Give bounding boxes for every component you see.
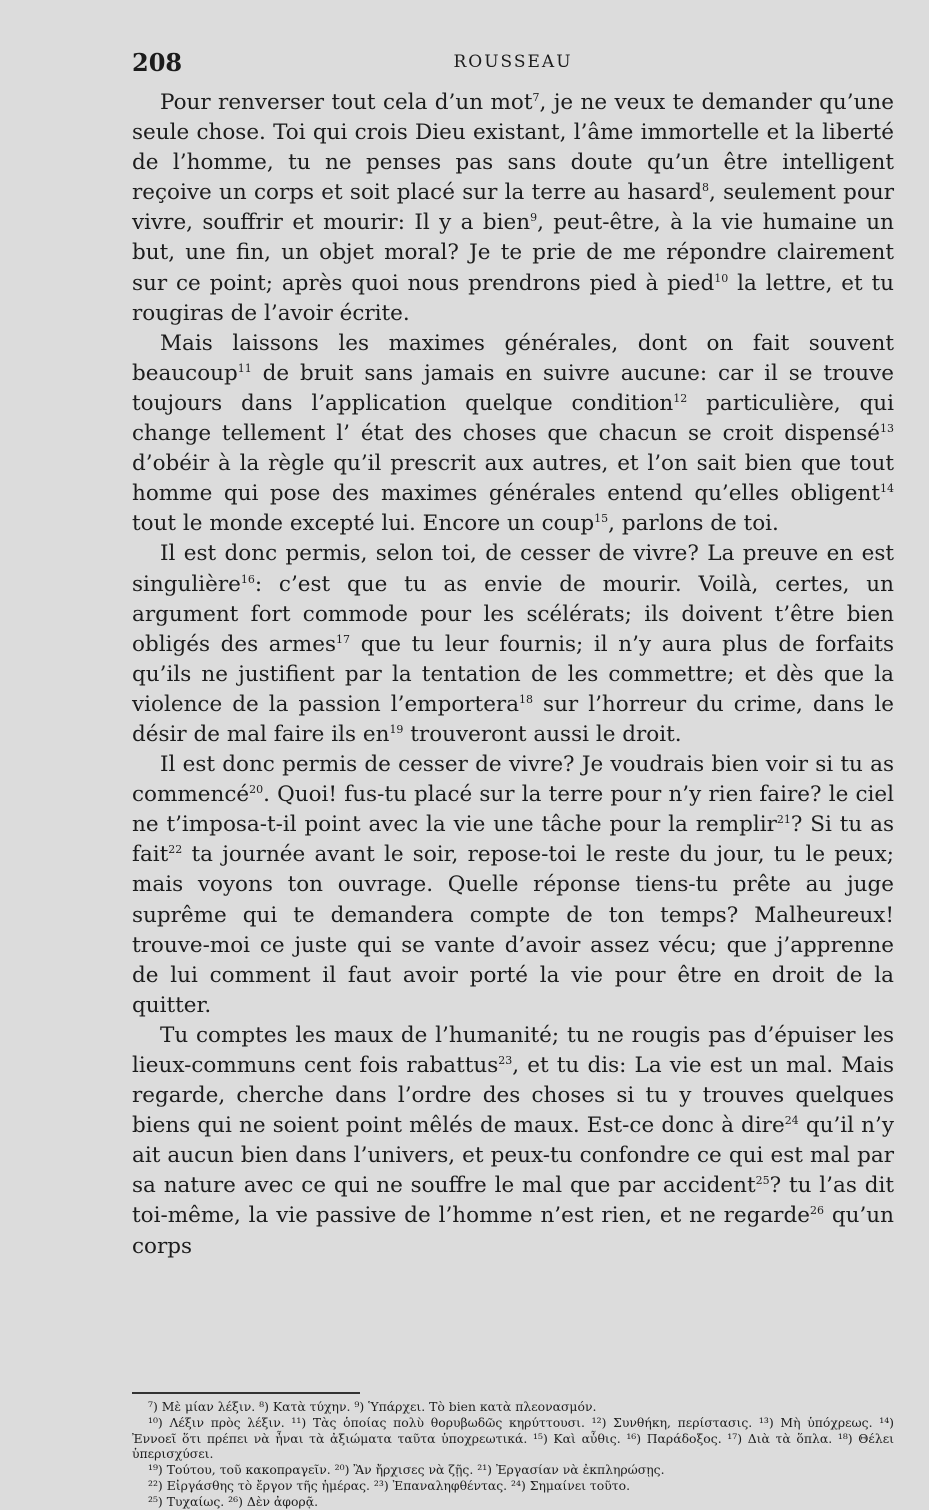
page-header — [132, 48, 894, 78]
running-head: ROUSSEAU — [453, 52, 573, 72]
text-run: , seulement pour vivre, souffrir et mourir: Il y a bien — [132, 180, 895, 236]
footnote-ref: 12 — [673, 391, 688, 405]
text-run: : c’est que tu as envie de mourir. Voilà, certes, un argument fort commode pour les scélérats; ils doivent t’être bien obligés des armes — [132, 571, 894, 657]
text-run: ? Si tu as fait — [132, 812, 894, 868]
text-run: la lettre, et tu rougiras de l’avoir écrite. — [132, 270, 894, 326]
text-run: sur l’horreur du crime, dans le désir de mal faire ils en — [132, 691, 894, 747]
text-run: de bruit sans jamais en suivre aucune: car il se trouve toujours dans l’application quelque condition — [132, 360, 894, 416]
text-run: trouveront aussi le droit. — [403, 721, 682, 747]
text-run: ta journée avant le soir, repose-toi le reste du jour, tu le peux; mais voyons ton ouvrage. Quelle réponse tiens-tu prête au juge suprême qui te demandera compte de ton temps? Malheureux! trouve-moi ce juste qui se vante d’avoir assez vécu; que j’apprenne de lui comment il faut avoir porté la vie pour être en droit de la quitter. — [132, 842, 894, 1018]
text-run: . Quoi! fus-tu placé sur la terre pour n’y rien faire? le ciel ne t’imposa-t-il point avec la vie une tâche pour la remplir — [132, 782, 894, 838]
footnote-ref: 13 — [880, 421, 894, 435]
footnote-ref: 14 — [880, 482, 894, 496]
footnote-rule — [132, 1392, 360, 1394]
footnote-line: ²²) Εἰργάσθης τὸ ἔργον τῆς ἡμέρας. ²³) Ἐπαναληφθέντας. ²⁴) Σημαίνει τοῦτο. — [148, 1477, 631, 1493]
footnote-line: ¹⁰) Λέξιν πρὸς λέξιν. ¹¹) Τὰς ὁποίας πολὺ θορυβωδῶς κηρύττουσι. ¹²) Συνθήκη, περίστασις. ¹³) Μὴ ὑπόχρεως. ¹⁴) Ἐννοεῖ ὅτι πρέπει νὰ ἦναι τὰ ἀξιώματα ταῦτα ὑποχρεωτικά. ¹⁵) Καὶ αὖθις. ¹⁶) Παράδοξος. ¹⁷) Διὰ τὰ ὅπλα. ¹⁸) Θέλει ὑπερισχύσει. — [132, 1414, 894, 1462]
text-run: , et tu dis: La vie est un mal. Mais regarde, cherche dans l’ordre des choses si tu y trouves quelques biens qui ne soient point mêlés de maux. Est-ce donc à dire — [132, 1053, 894, 1139]
text-run: , parlons de toi. — [608, 511, 779, 537]
body-paragraph — [132, 750, 894, 1021]
footnote-ref: 20 — [249, 783, 264, 796]
text-run: qu’il n’y ait aucun bien dans l’univers, et peux-tu confondre ce qui est mal par sa nature avec ce qui ne souffre le mal que par accident — [132, 1113, 894, 1199]
text-run: , peut-être, à la vie humaine un but, une fin, un objet moral? Je te prie de me répondre clairement sur ce point; après quoi nous prendrons pied à pied — [132, 210, 894, 296]
footnote-ref: 22 — [168, 843, 183, 857]
text-run: que tu leur fournis; il n’y aura plus de forfaits qu’ils ne justifient par la tentation de les commettre; et dès que la violence de la passion l’emportera — [132, 631, 894, 717]
footnote-ref: 17 — [336, 632, 351, 646]
text-run: particulière, qui change tellement l’ état des choses que chacun se croit dispensé — [132, 390, 894, 447]
footnote-ref: 23 — [498, 1053, 513, 1067]
text-run: Il est donc permis, selon toi, de cesser de vivre? La preuve en est singulière — [132, 541, 894, 597]
footnote-ref: 9 — [530, 211, 538, 225]
text-run: tout le monde excepté lui. Encore un coup — [132, 511, 595, 537]
text-run: ? tu l’as dit toi-même, la vie passive de l’homme n’est rien, et ne regarde — [132, 1173, 894, 1229]
text-run: qu’un corps — [132, 1203, 894, 1259]
footnote-line: ²⁵) Τυχαίως. ²⁶) Δὲν ἀφορᾷ. — [148, 1493, 319, 1509]
footnote-line: ⁷) Μὲ μίαν λέξιν. ⁸) Κατὰ τύχην. ⁹) Ὑπάρχει. Τὸ bien κατὰ πλεονασμόν. — [148, 1399, 597, 1414]
body-paragraph — [132, 539, 894, 750]
footnote-ref: 16 — [240, 572, 255, 586]
text-run: Il est donc permis de cesser de vivre? Je voudrais bien voir si tu as commencé — [132, 752, 894, 808]
text-run: Pour renverser tout cela d’un mot — [160, 90, 533, 115]
page-number: 208 — [132, 48, 183, 77]
body-paragraph — [132, 88, 894, 329]
footnote-ref: 21 — [776, 813, 791, 827]
footnote-ref: 7 — [532, 90, 540, 104]
footnote-ref: 26 — [809, 1204, 824, 1218]
footnote-ref: 24 — [784, 1114, 799, 1128]
text-run: Tu comptes les maux de l’humanité; tu ne rougis pas d’épuiser les lieux-communs cent fois rabattus — [132, 1022, 894, 1078]
footnote-ref: 18 — [519, 692, 534, 706]
text-run: , je ne veux te demander qu’une seule chose. Toi qui crois Dieu existant, l’âme immortelle et la liberté de l’homme, tu ne penses pas sans doute qu’un être intelligent reçoive un corps et soit placé sur la terre au hasard — [132, 90, 894, 206]
footnote-ref: 15 — [594, 512, 609, 526]
footnote-ref: 25 — [755, 1174, 770, 1188]
footnote-ref: 11 — [237, 361, 252, 375]
footnote-ref: 19 — [389, 722, 404, 736]
text-run: Mais laissons les maximes générales, dont on fait souvent beaucoup — [132, 330, 894, 386]
text-run: d’obéir à la règle qu’il prescrit aux autres, et l’on sait bien que tout homme qui pose des maximes générales entend qu’elles obligent — [132, 451, 894, 507]
footnote-ref: 8 — [702, 181, 709, 195]
body-paragraph — [132, 1021, 894, 1262]
footnotes — [132, 1399, 894, 1510]
body-paragraph — [132, 329, 894, 540]
footnote-ref: 10 — [714, 271, 729, 285]
footnote-line: ¹⁹) Τούτου, τοῦ κακοπραγεῖν. ²⁰) Ἂν ἤρχισες νὰ ζῇς. ²¹) Ἐργασίαν νὰ ἐκπληρώσῃς. — [148, 1462, 665, 1478]
body-text — [132, 88, 894, 1262]
